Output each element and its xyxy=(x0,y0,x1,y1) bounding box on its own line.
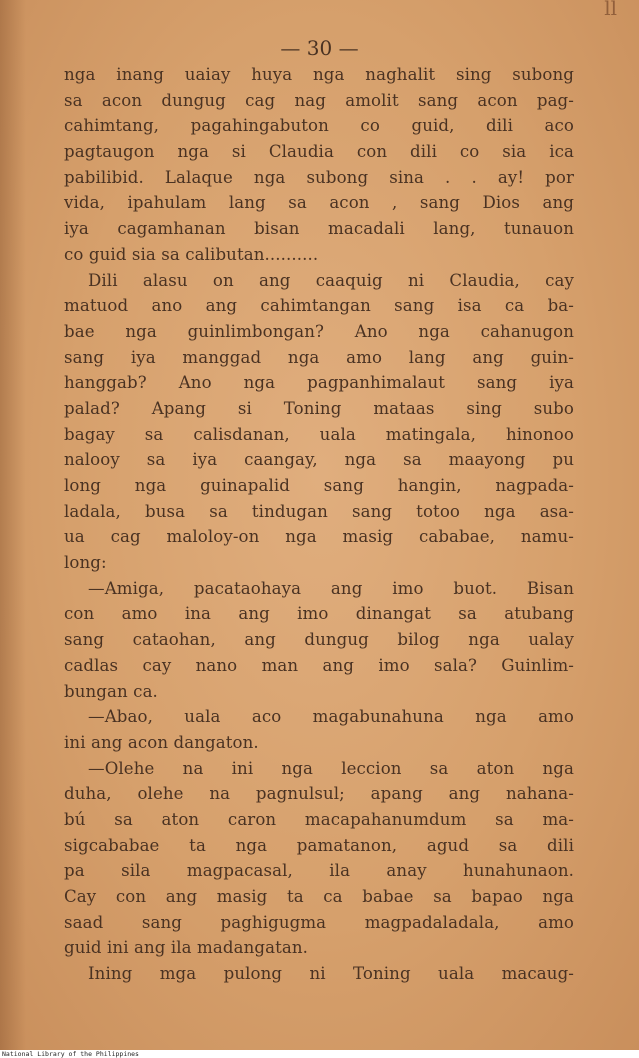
text-line: pabilibid. Lalaque nga subong sina . . ay! por xyxy=(64,167,574,187)
text-line: bae nga guinlimbongan? Ano nga cahanugon xyxy=(64,321,574,341)
text-line: nga inang uaiay huya nga naghalit sing subong xyxy=(64,65,574,84)
text-line: —Olehe na ini nga leccion sa aton nga xyxy=(88,758,574,778)
text-line: bagay sa calisdanan, uala matingala, hinonoo xyxy=(64,424,574,444)
library-credit: National Library of the Philippines xyxy=(2,1050,139,1058)
text-line: ini ang acon dangaton. xyxy=(64,732,259,752)
text-line: co guid sia sa calibutan.......... xyxy=(64,244,319,264)
page-text xyxy=(64,62,574,987)
text-line: long: xyxy=(64,553,107,573)
text-line: sa acon dungug cag nag amolit sang acon pag- xyxy=(64,90,574,110)
text-line: cahimtang, pagahingabuton co guid, dili aco xyxy=(64,116,574,136)
text-line: Dili alasu on ang caaquig ni Claudia, cay xyxy=(88,270,574,290)
text-line: sang iya manggad nga amo lang ang guin- xyxy=(64,347,574,367)
text-line: ua cag maloloy-on nga masig cababae, namu- xyxy=(64,527,574,547)
text-line: pa sila magpacasal, ila anay hunahunaon. xyxy=(64,861,574,881)
text-line: pagtaugon nga si Claudia con dili co sia ica xyxy=(64,142,574,162)
text-line: matuod ano ang cahimtangan sang isa ca ba- xyxy=(64,296,574,316)
text-line: guid ini ang ila madangatan. xyxy=(64,938,309,958)
text-line: cadlas cay nano man ang imo sala? Guinlim- xyxy=(64,655,574,675)
text-line: Ining mga pulong ni Toning uala macaug- xyxy=(88,964,574,984)
corner-mark: ll xyxy=(604,0,617,20)
page-number: — 30 — xyxy=(280,36,359,60)
text-line: iya cagamhanan bisan macadali lang, tunauon xyxy=(64,219,574,239)
text-line: saad sang paghigugma magpadaladala, amo xyxy=(64,912,574,932)
text-line: ladala, busa sa tindugan sang totoo nga asa- xyxy=(64,501,574,521)
text-line: nalooy sa iya caangay, nga sa maayong pu xyxy=(64,450,574,470)
text-line: Cay con ang masig ta ca babae sa bapao nga xyxy=(64,887,574,906)
text-line: sigcababae ta nga pamatanon, agud sa dili xyxy=(64,835,574,855)
text-line: —Abao, uala aco magabunahuna nga amo xyxy=(88,707,574,727)
text-line: palad? Apang si Toning mataas sing subo xyxy=(64,398,574,418)
text-line: vida, ipahulam lang sa acon , sang Dios ang xyxy=(64,193,574,213)
text-line: bú sa aton caron macapahanumdum sa ma- xyxy=(64,809,574,829)
text-line: con amo ina ang imo dinangat sa atubang xyxy=(64,604,574,624)
text-line: —Amiga, pacataohaya ang imo buot. Bisan xyxy=(88,578,574,598)
text-line: duha, olehe na pagnulsul; apang ang nahana- xyxy=(64,784,574,804)
text-line: long nga guinapalid sang hangin, nagpada- xyxy=(64,476,574,495)
text-line: sang cataohan, ang dungug bilog nga ualay xyxy=(64,630,574,650)
text-line: hanggab? Ano nga pagpanhimalaut sang iya xyxy=(64,373,574,393)
text-line: bungan ca. xyxy=(64,681,158,701)
spine-shadow xyxy=(0,0,26,1050)
